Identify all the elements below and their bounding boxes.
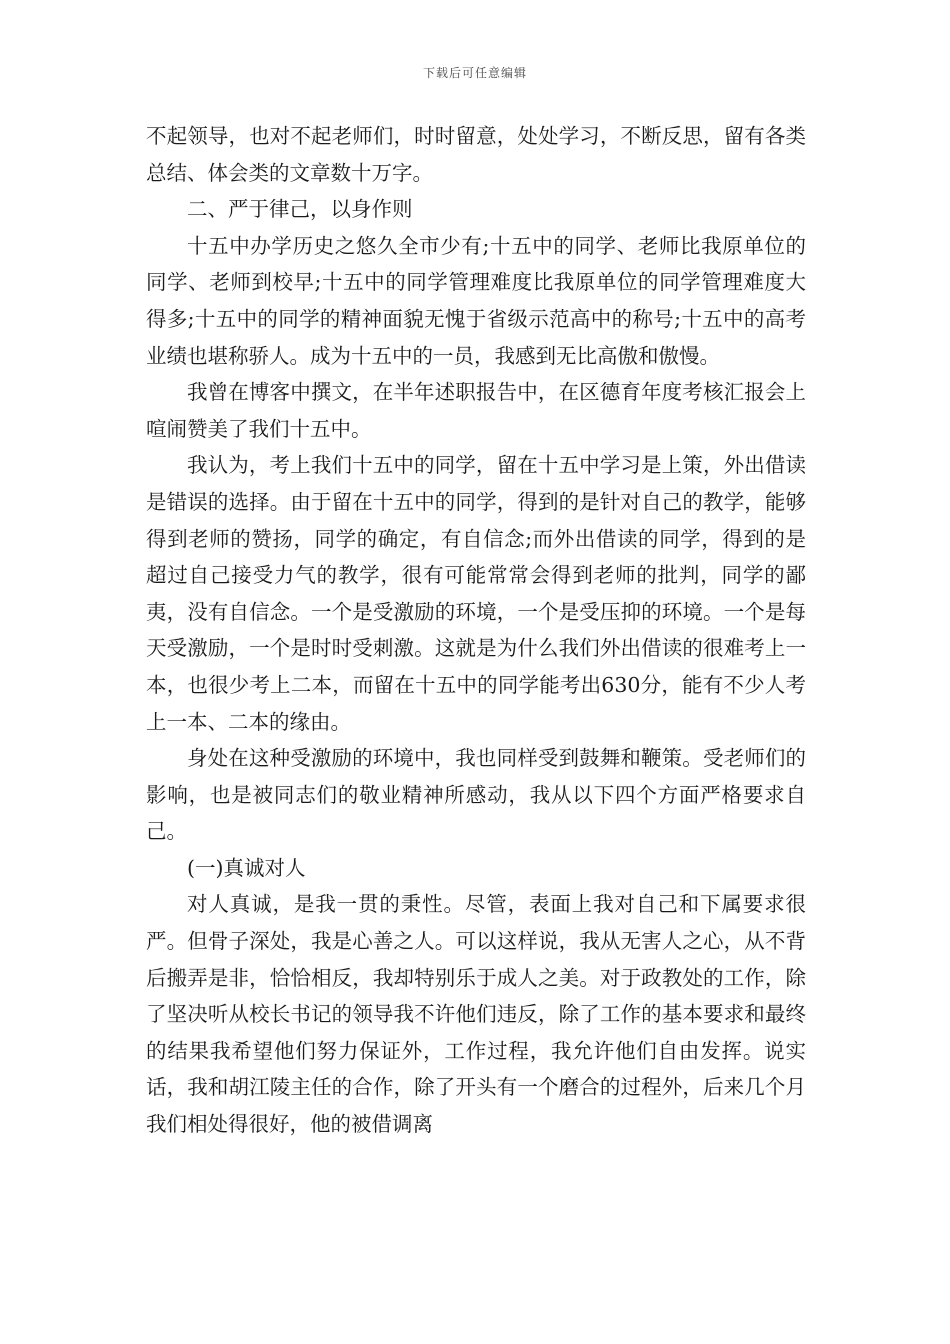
- paragraph: 我认为，考上我们十五中的同学，留在十五中学习是上策，外出借读是错误的选择。由于留在十五中的同学，得到的是针对自己的教学，能够得到老师的赞扬，同学的确定，有自信念;而外出借读的同学，得到的是超过自己接受力气的教学，很有可能常常会得到老师的批判，同学的鄙夷，没有自信念。一个是受激励的环境，一个是受压抑的环境。一个是每天受激励，一个是时时受刺激。这就是为什么我们外出借读的很难考上一本，也很少考上二本，而留在十五中的同学能考出630分，能有不少人考上一本、二本的缘由。: [146, 453, 806, 734]
- section-heading: 二、严于律己，以身作则: [187, 197, 413, 222]
- paragraph: 身处在这种受激励的环境中，我也同样受到鼓舞和鞭策。受老师们的影响，也是被同志们的敬业精神所感动，我从以下四个方面严格要求自己。: [146, 746, 806, 844]
- paragraph: 对人真诚，是我一贯的秉性。尽管，表面上我对自己和下属要求很严。但骨子深处，我是心善之人。可以这样说，我从无害人之心，从不背后搬弄是非，恰恰相反，我却特别乐于成人之美。对于政教处的工作，除了坚决听从校长书记的领导我不许他们违反，除了工作的基本要求和最终的结果我希望他们努力保证外，工作过程，我允许他们自由发挥。说实话，我和胡江陵主任的合作，除了开头有一个磨合的过程外，后来几个月我们相处得很好，他的被借调离: [146, 892, 806, 1137]
- subsection-heading: (一)真诚对人: [187, 855, 306, 880]
- page-header: 下载后可任意编辑: [422, 66, 527, 80]
- paragraph: 我曾在博客中撰文，在半年述职报告中，在区德育年度考核汇报会上喧闹赞美了我们十五中。: [146, 380, 806, 441]
- paragraph: 不起领导，也对不起老师们，时时留意，处处学习，不断反思，留有各类总结、体会类的文章数十万字。: [146, 124, 806, 185]
- document-body: [146, 118, 806, 1143]
- paragraph: 十五中办学历史之悠久全市少有;十五中的同学、老师比我原单位的同学、老师到校早;十五中的同学管理难度比我原单位的同学管理难度大得多;十五中的同学的精神面貌无愧于省级示范高中的称号;十五中的高考业绩也堪称骄人。成为十五中的一员，我感到无比高傲和傲慢。: [146, 233, 806, 368]
